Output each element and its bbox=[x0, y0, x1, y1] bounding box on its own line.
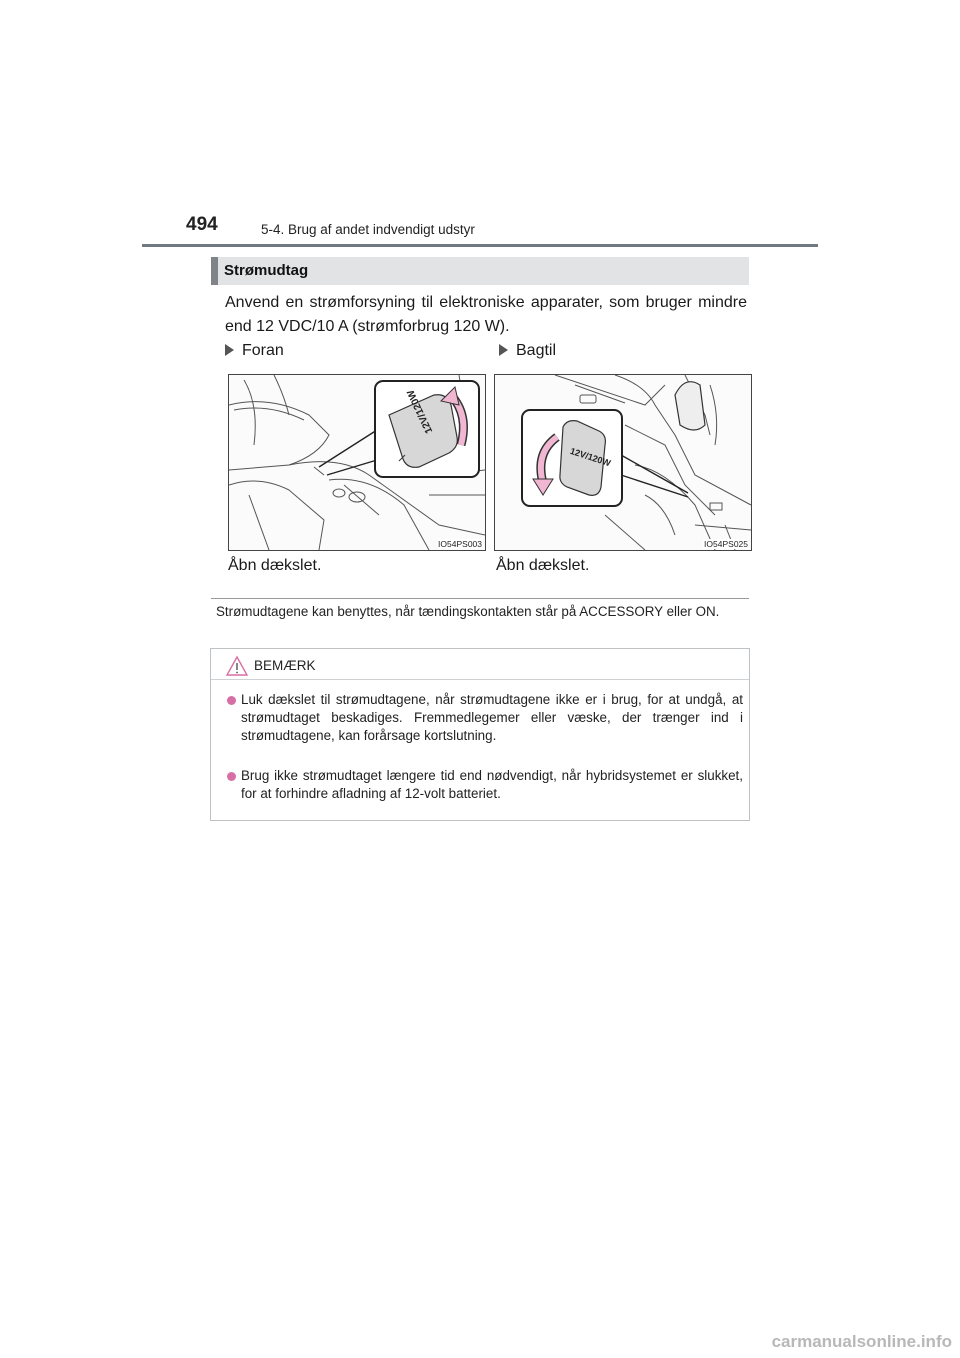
figure-front-outlet bbox=[228, 374, 486, 551]
notice-bullet-text: Luk dækslet til strømudtagene, når strømudtagene ikke er i brug, for at undgå, at strømudtaget beskadiges. Fremmedlegemer eller væske, der trænger ind i strømudtagene, kan forårsage kortslutning. bbox=[241, 692, 743, 743]
warning-triangle-icon bbox=[225, 655, 249, 677]
notice-box bbox=[210, 648, 750, 821]
notice-separator bbox=[211, 679, 749, 680]
subheading-rear-label: Bagtil bbox=[516, 342, 557, 359]
heading-accent bbox=[211, 257, 218, 285]
rear-cover-label: 12V/120W bbox=[568, 445, 612, 469]
notice-bullet bbox=[227, 691, 743, 745]
triangle-bullet-icon bbox=[499, 344, 508, 356]
section-heading-bar bbox=[211, 257, 749, 285]
page-number: 494 bbox=[186, 214, 218, 235]
figure-rear-outlet bbox=[494, 374, 752, 551]
subheading-rear bbox=[499, 342, 556, 360]
caption-front: Åbn dækslet. bbox=[228, 557, 322, 574]
heading-title: Strømudtag bbox=[224, 262, 309, 279]
intro-paragraph: Anvend en strømforsyning til elektroniske apparater, som bruger mindre end 12 VDC/10 A (strømforbrug 120 W). bbox=[225, 294, 747, 335]
bullet-dot-icon bbox=[227, 772, 236, 781]
notice-bullet bbox=[227, 767, 743, 803]
section-title: 5-4. Brug af andet indvendigt udstyr bbox=[261, 222, 475, 237]
usage-note: Strømudtagene kan benyttes, når tændingskontakten står på ACCESSORY eller ON. bbox=[216, 604, 720, 619]
triangle-bullet-icon bbox=[225, 344, 234, 356]
notice-title: BEMÆRK bbox=[254, 658, 316, 673]
front-cover-label: 12V/120W bbox=[405, 387, 436, 435]
notice-bullet-text: Brug ikke strømudtaget længere tid end nødvendigt, når hybridsystemet er slukket, for at forhindre afladning af 12-volt batteriet. bbox=[241, 768, 743, 801]
figure-code-rear: IO54PS025 bbox=[704, 539, 748, 549]
notice-header bbox=[225, 655, 316, 682]
bullet-dot-icon bbox=[227, 696, 236, 705]
caption-rear: Åbn dækslet. bbox=[496, 557, 590, 574]
front-console-illustration bbox=[229, 375, 485, 550]
header-rule bbox=[142, 244, 818, 247]
note-divider bbox=[211, 598, 749, 599]
subheading-front-label: Foran bbox=[242, 342, 284, 359]
watermark: carmanualsonline.info bbox=[771, 1332, 952, 1351]
figure-code-front: IO54PS003 bbox=[438, 539, 482, 549]
rear-console-illustration bbox=[495, 375, 751, 550]
subheading-front bbox=[225, 342, 284, 360]
